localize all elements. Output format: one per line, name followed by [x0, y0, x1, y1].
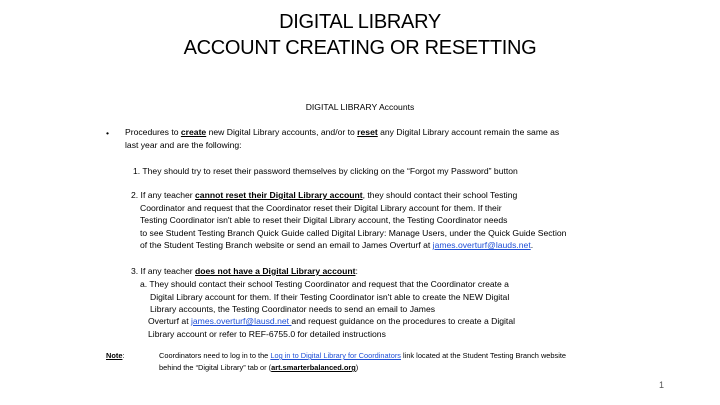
- list-item-3a-line-4: Overturf at james.overturf@lausd.net and request guidance on the procedures to create a Digital: [148, 316, 516, 326]
- list-item-2-line-5: of the Student Testing Branch website or send an email to James Overturf at james.overturf@lauds.net.: [140, 240, 534, 250]
- note-line-2: behind the “Digital Library” tab or (art.smarterbalanced.org): [159, 363, 359, 372]
- list-item-3-line-1: 3. If any teacher does not have a Digital Library account:: [131, 266, 358, 276]
- cannot-reset-emphasis: cannot reset their Digital Library account: [195, 190, 363, 200]
- procedures-line-1: Procedures to create new Digital Library accounts, and/or to reset any Digital Library account remain the same as: [125, 127, 560, 137]
- list-item-2-line-3: Testing Coordinator isn't able to reset their Digital Library account, the Testing Coordinator needs: [140, 215, 508, 225]
- slide-title-line-1: DIGITAL LIBRARY: [279, 11, 441, 33]
- section-subtitle: DIGITAL LIBRARY Accounts: [305, 102, 415, 112]
- bullet-icon: •: [106, 128, 110, 138]
- list-item-2-line-2: Coordinator and request that the Coordinator reset their Digital Library account for them. If their: [140, 203, 502, 213]
- list-item-3a-line-1: a. They should contact their school Testing Coordinator and request that the Coordinator create a: [140, 279, 509, 289]
- list-item-3a-line-5: Library account or refer to REF-6755.0 for detailed instructions: [148, 329, 386, 339]
- slide-title-line-2: ACCOUNT CREATING OR RESETTING: [183, 37, 537, 59]
- reset-keyword: reset: [357, 127, 378, 137]
- smarterbalanced-url[interactable]: art.smarterbalanced.org: [271, 363, 356, 372]
- note-line-1: Coordinators need to log in to the Log in to Digital Library for Coordinators link located at the Student Testing Branch website: [159, 351, 567, 360]
- no-account-emphasis: does not have a Digital Library account: [195, 266, 356, 276]
- list-item-3a-line-2: Digital Library account for them. If their Testing Coordinator isn't able to create the NEW Digital: [150, 292, 510, 302]
- create-keyword: create: [180, 127, 207, 137]
- email-link-lauds[interactable]: james.overturf@lauds.net: [432, 240, 531, 250]
- email-link-lausd[interactable]: james.overturf@lausd.net: [190, 316, 292, 326]
- list-item-2-line-4: to see Student Testing Branch Quick Guide called Digital Library: Manage Users, under the Quick Guide Section: [140, 228, 567, 238]
- page-number: 1: [658, 380, 664, 390]
- coordinator-login-link[interactable]: Log in to Digital Library for Coordinators: [270, 351, 401, 360]
- note-label: Note:: [106, 351, 125, 360]
- procedures-line-2: last year and are the following:: [125, 140, 242, 150]
- list-item-1: 1. They should try to reset their password themselves by clicking on the “Forgot my Password” button: [133, 166, 518, 176]
- list-item-2-line-1: 2. If any teacher cannot reset their Digital Library account, they should contact their school Testing: [131, 190, 518, 200]
- list-item-3a-line-3: Library accounts, the Testing Coordinator needs to send an email to James: [150, 304, 436, 314]
